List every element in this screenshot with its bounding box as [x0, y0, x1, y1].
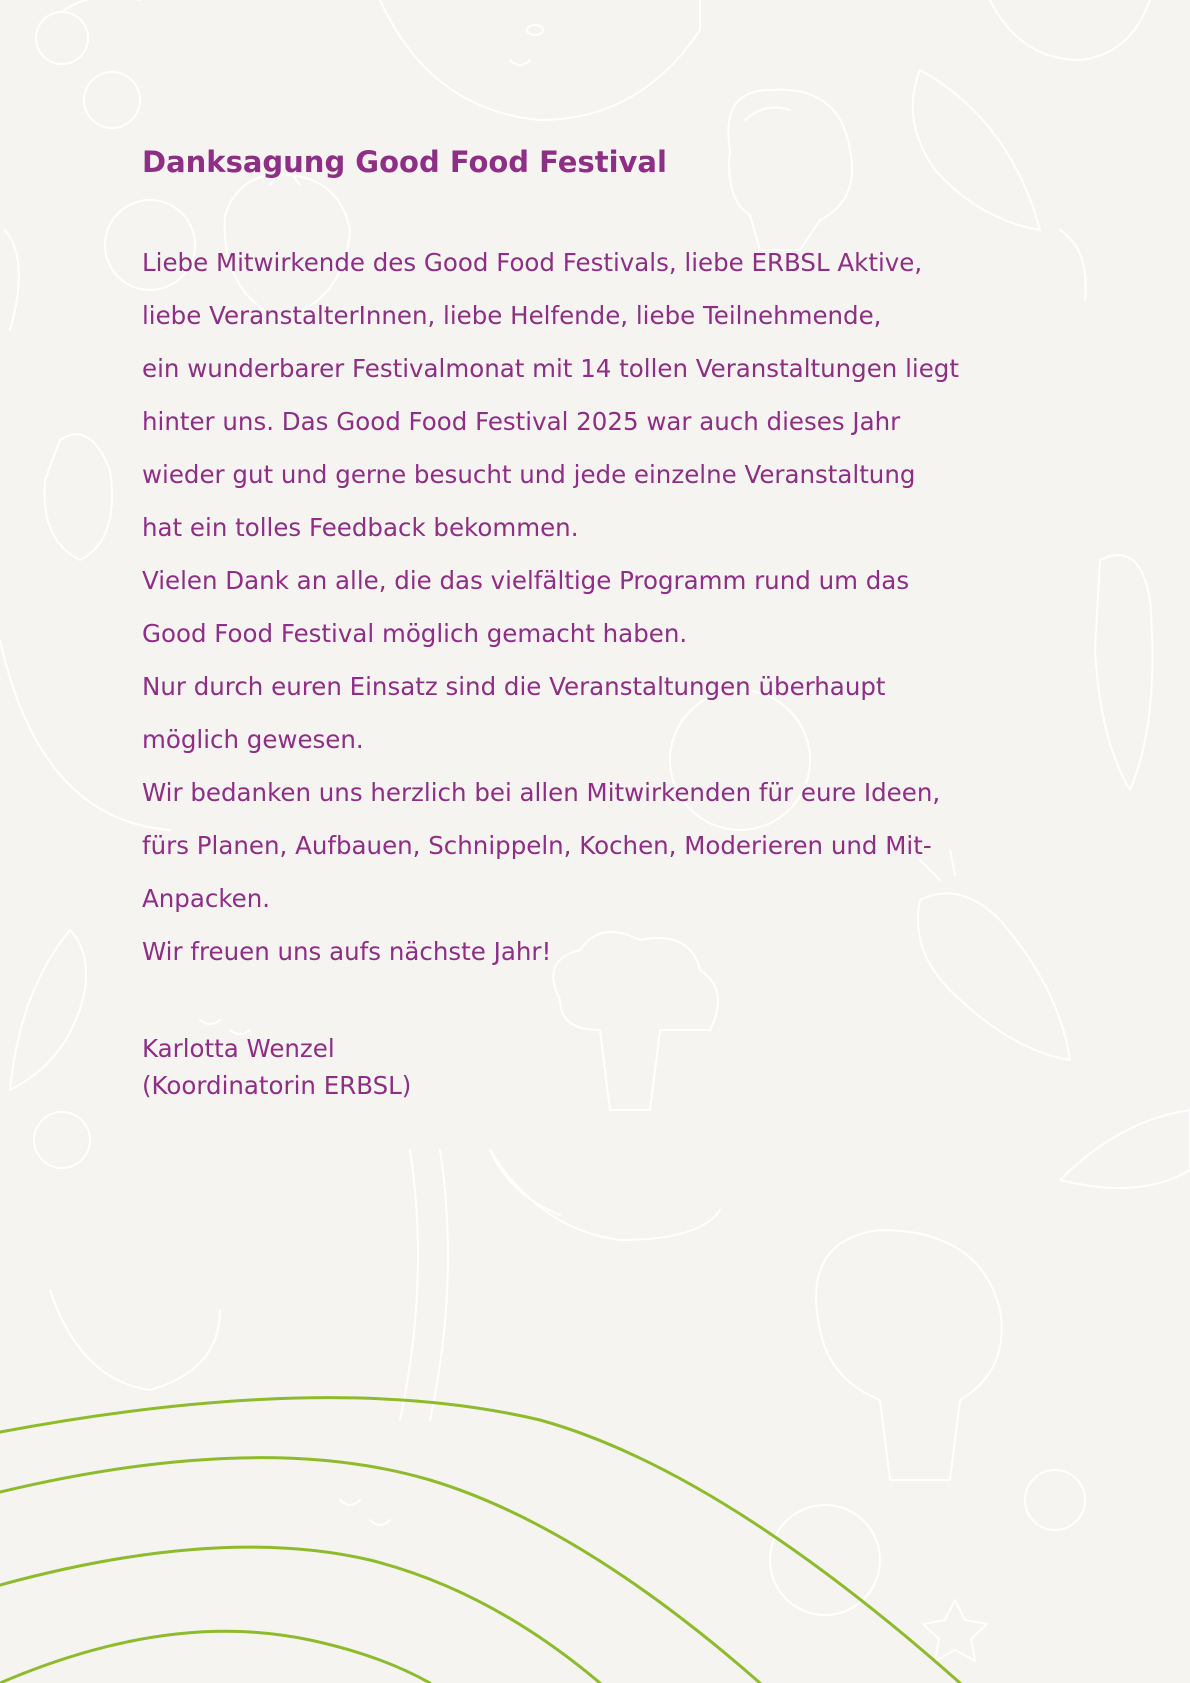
- letter-content: [142, 138, 1062, 1104]
- body-line: Wir bedanken uns herzlich bei allen Mitwirkenden für eure Ideen,: [142, 778, 941, 807]
- arc-line: [0, 1458, 760, 1683]
- body-line: wieder gut und gerne besucht und jede einzelne Veranstaltung: [142, 460, 916, 489]
- body-line: Wir freuen uns aufs nächste Jahr!: [142, 937, 552, 966]
- body-line: Nur durch euren Einsatz sind die Veranstaltungen überhaupt: [142, 672, 886, 701]
- body-line: Good Food Festival möglich gemacht haben.: [142, 619, 688, 648]
- signature-role: (Koordinatorin ERBSL): [142, 1071, 412, 1100]
- body-line: hinter uns. Das Good Food Festival 2025 war auch dieses Jahr: [142, 407, 901, 436]
- body-line: ein wunderbarer Festivalmonat mit 14 tollen Veranstaltungen liegt: [142, 354, 959, 383]
- body-line: Anpacken.: [142, 884, 271, 913]
- body-line: hat ein tolles Feedback bekommen.: [142, 513, 579, 542]
- body-line: liebe VeranstalterInnen, liebe Helfende, liebe Teilnehmende,: [142, 301, 882, 330]
- body-line: Vielen Dank an alle, die das vielfältige Programm rund um das: [142, 566, 910, 595]
- letter-body: [142, 236, 1062, 978]
- arc-line: [0, 1398, 960, 1683]
- body-line: fürs Planen, Aufbauen, Schnippeln, Kochen, Moderieren und Mit-: [142, 831, 932, 860]
- arc-line: [0, 1631, 430, 1683]
- body-line: Liebe Mitwirkende des Good Food Festivals, liebe ERBSL Aktive,: [142, 248, 923, 277]
- arc-line: [0, 1547, 600, 1683]
- letter-title: Danksagung Good Food Festival: [142, 145, 667, 179]
- body-line: möglich gewesen.: [142, 725, 364, 754]
- signature-block: [142, 1030, 1062, 1104]
- signature-name: Karlotta Wenzel: [142, 1034, 335, 1063]
